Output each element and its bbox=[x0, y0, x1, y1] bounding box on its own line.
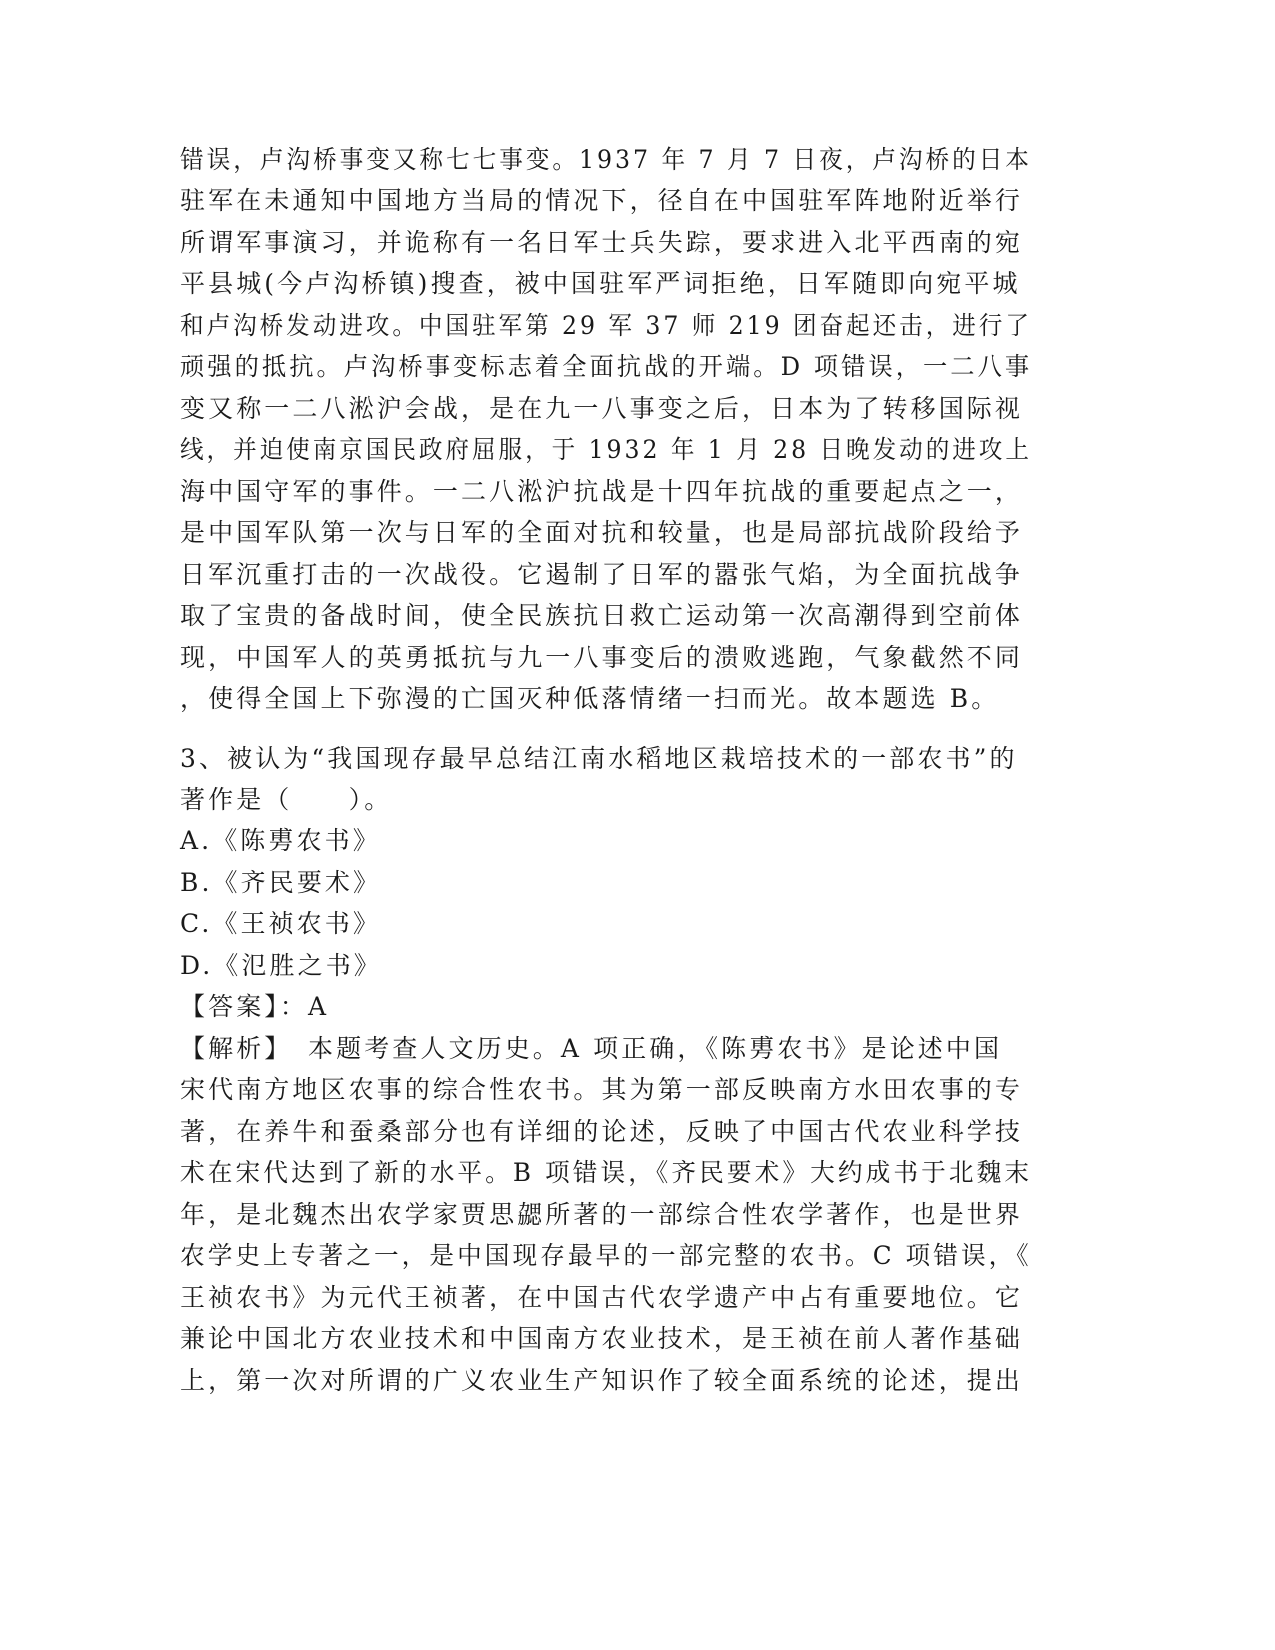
option-d: D.《氾胜之书》 bbox=[180, 951, 382, 980]
explanation-line: 【解析】 本题考查人文历史。A 项正确，《陈旉农书》是论述中国 bbox=[180, 1034, 1003, 1063]
option-c: C.《王祯农书》 bbox=[180, 909, 381, 938]
answer-line: 【答案】：A bbox=[180, 992, 330, 1021]
explanation-line: 宋代南方地区农事的综合性农书。其为第一部反映南方水田农事的专 bbox=[180, 1075, 1024, 1104]
explanation-line: 王祯农书》为元代王祯著，在中国古代农学遗产中占有重要地位。它 bbox=[180, 1283, 1024, 1312]
option-b: B.《齐民要术》 bbox=[180, 868, 382, 897]
explanation-line: 术在宋代达到了新的水平。B 项错误，《齐民要术》大约成书于北魏末 bbox=[180, 1158, 1033, 1187]
text-line: 现，中国军人的英勇抵抗与九一八事变后的溃败逃跑，气象截然不同 bbox=[180, 643, 1024, 672]
text-line: 变又称一二八淞沪会战，是在九一八事变之后，日本为了转移国际视 bbox=[180, 394, 1024, 423]
text-line: 是中国军队第一次与日军的全面对抗和较量，也是局部抗战阶段给予 bbox=[180, 518, 1024, 547]
explanation-line: 农学史上专著之一，是中国现存最早的一部完整的农书。C 项错误，《 bbox=[180, 1241, 1032, 1270]
explanation-line: 著，在养牛和蚕桑部分也有详细的论述，反映了中国古代农业科学技 bbox=[180, 1117, 1024, 1146]
text-line: 线，并迫使南京国民政府屈服，于 1932 年 1 月 28 日晚发动的进攻上 bbox=[180, 435, 1032, 464]
option-a: A.《陈旉农书》 bbox=[180, 826, 381, 855]
text-line: ，使得全国上下弥漫的亡国灭种低落情绪一扫而光。故本题选 B。 bbox=[180, 684, 1000, 713]
text-line: 日军沉重打击的一次战役。它遏制了日军的嚣张气焰，为全面抗战争 bbox=[180, 560, 1024, 589]
text-line: 顽强的抵抗。卢沟桥事变标志着全面抗战的开端。D 项错误，一二八事 bbox=[180, 352, 1033, 381]
explanation-line: 上，第一次对所谓的广义农业生产知识作了较全面系统的论述，提出 bbox=[180, 1366, 1024, 1395]
text-line: 错误，卢沟桥事变又称七七事变。1937 年 7 月 7 日夜，卢沟桥的日本 bbox=[180, 145, 1032, 174]
text-line: 海中国守军的事件。一二八淞沪抗战是十四年抗战的重要起点之一， bbox=[180, 477, 1024, 506]
text-line: 取了宝贵的备战时间，使全民族抗日救亡运动第一次高潮得到空前体 bbox=[180, 601, 1024, 630]
text-line: 驻军在未通知中国地方当局的情况下，径自在中国驻军阵地附近举行 bbox=[180, 186, 1024, 215]
text-line: 和卢沟桥发动进攻。中国驻军第 29 军 37 师 219 团奋起还击，进行了 bbox=[180, 311, 1032, 340]
explanation-line: 兼论中国北方农业技术和中国南方农业技术，是王祯在前人著作基础 bbox=[180, 1324, 1024, 1353]
question-stem-line: 3、被认为“我国现存最早总结江南水稻地区栽培技术的一部农书”的 bbox=[180, 744, 1018, 773]
explanation-line: 年，是北魏杰出农学家贾思勰所著的一部综合性农学著作，也是世界 bbox=[180, 1200, 1024, 1229]
question-stem-line: 著作是（ ）。 bbox=[180, 785, 393, 814]
text-line: 平县城(今卢沟桥镇)搜查，被中国驻军严词拒绝，日军随即向宛平城 bbox=[180, 269, 1021, 298]
text-line: 所谓军事演习，并诡称有一名日军士兵失踪，要求进入北平西南的宛 bbox=[180, 228, 1024, 257]
